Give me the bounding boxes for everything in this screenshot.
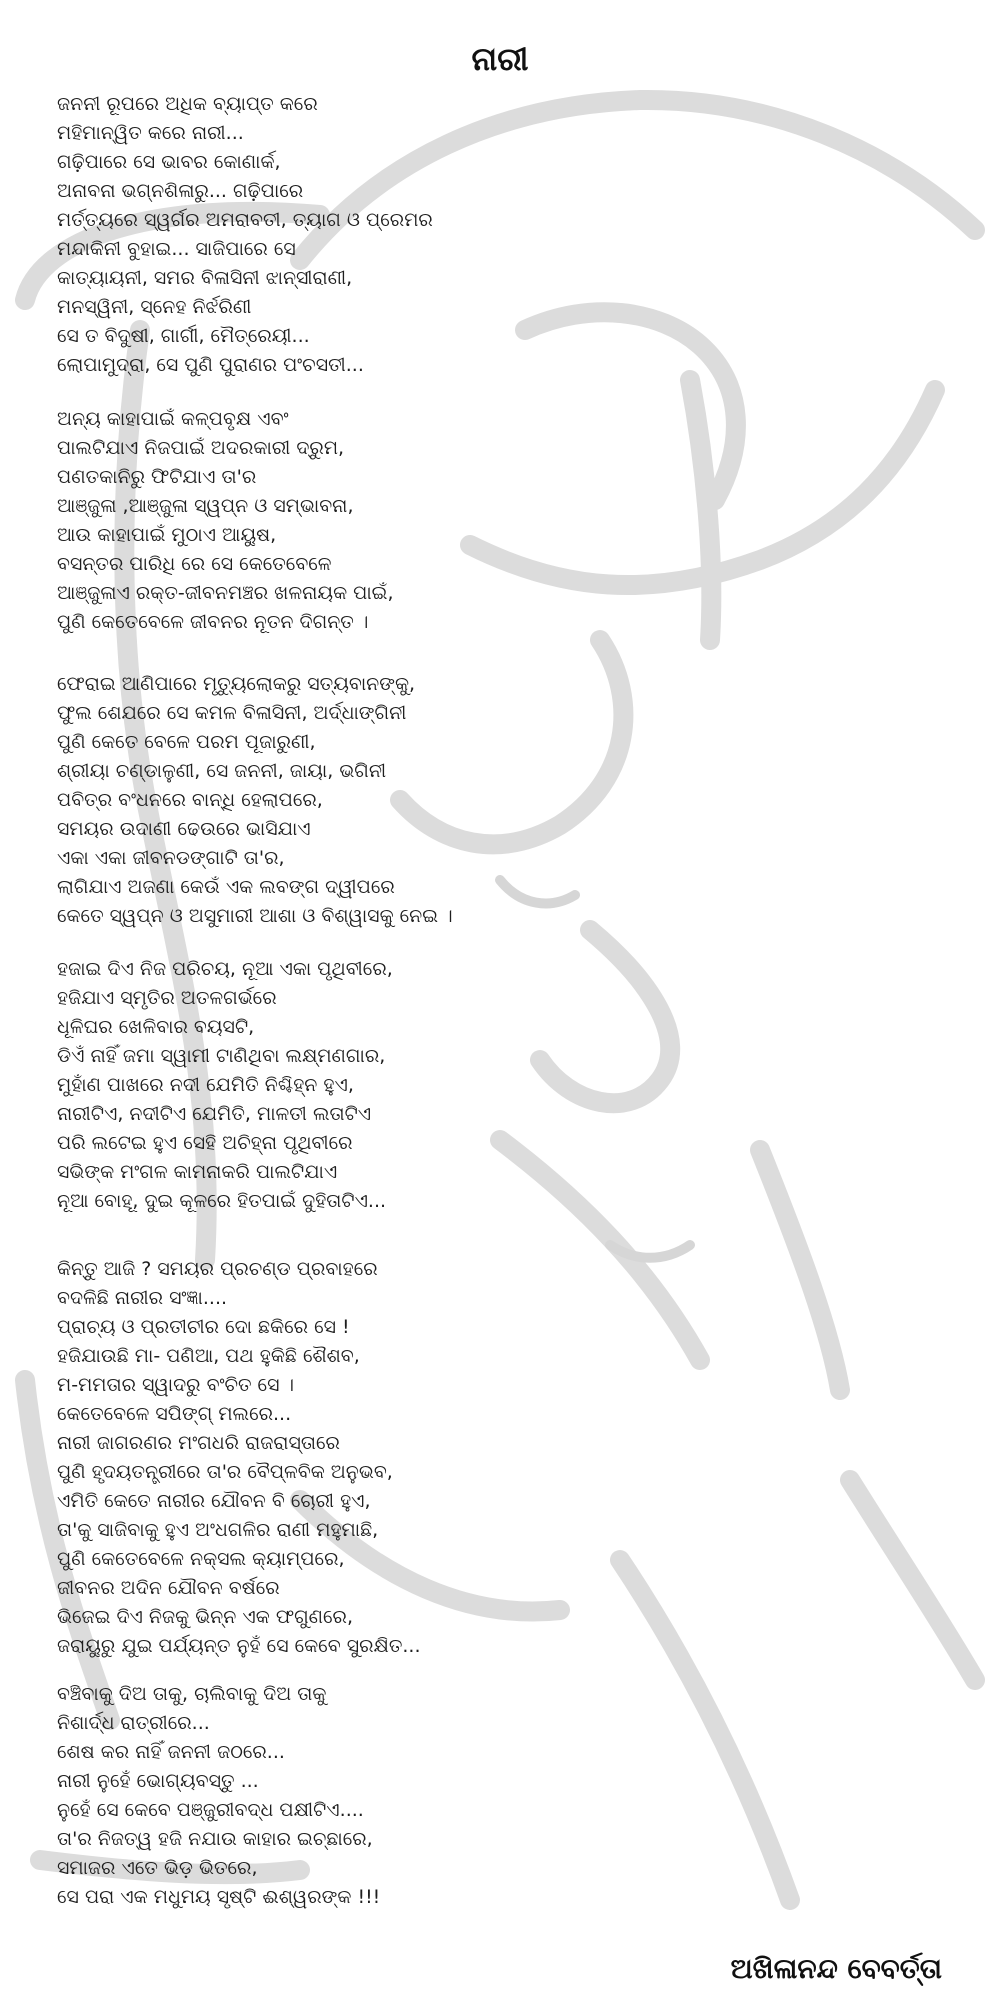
stanza-2 — [57, 405, 957, 637]
poem-line: ଜୀବନର ଅଦିନ ଯୌବନ ବର୍ଷରେ — [57, 1577, 280, 1599]
poem-line: ମନସ୍ୱିନୀ, ସ୍ନେହ ନିର୍ଝରିଣୀ — [57, 296, 252, 318]
poem-line: ଅନାବନା ଭଗ୍ନଶିଳାରୁ... ଗଢ଼ିପାରେ — [57, 180, 304, 202]
poem-line: ଶେଷ କର ନାହିଁ ଜନନୀ ଜଠରେ... — [57, 1741, 285, 1763]
poem-line: ବଦଳିଛି ନାରୀର ସଂଜ୍ଞା.... — [57, 1287, 228, 1309]
poem-line: ନାରୀ ନୁହେଁ ଭୋଗ୍ୟବସ୍ତୁ ... — [57, 1770, 259, 1792]
poem-line: ହଜିଯାଉଛି ମା- ପଣିଆ, ପଥ ହୁକିଛି ଶୈଶବ, — [57, 1345, 360, 1367]
stanza-5 — [57, 1255, 957, 1661]
poem-title: ନାରୀ — [471, 40, 529, 78]
poem-line: କିନ୍ତୁ ଆଜି ? ସମୟର ପ୍ରଚଣ୍ଡ ପ୍ରବାହରେ — [57, 1258, 378, 1280]
poem-line: ଲାଗିଯାଏ ଅଜଣା କେଉଁ ଏକ ଲବଙ୍ଗ ଦ୍ୱୀପରେ — [57, 876, 395, 898]
poem-line: ମର୍ତ୍ତ୍ୟରେ ସ୍ୱର୍ଗର ଅମରାବତୀ, ତ୍ୟାଗ ଓ ପ୍ରେମର — [57, 209, 433, 231]
poem-line: ପୁଣି କେତେବେଳେ ଜୀବନର ନୂତନ ଦିଗନ୍ତ । — [57, 611, 369, 633]
poem-line: କେତେ ସ୍ୱପ୍ନ ଓ ଅସୁମାରୀ ଆଶା ଓ ବିଶ୍ୱାସକୁ ନେଇ । — [57, 905, 453, 927]
poem-line: ହଜାଇ ଦିଏ ନିଜ ପରିଚୟ, ନୂଆ ଏକା ପୃଥିବୀରେ, — [57, 958, 393, 980]
poem-line: ଜରାୟୁରୁ ଯୁଇ ପର୍ଯ୍ୟନ୍ତ ନୁହଁ ସେ କେବେ ସୁରକ୍ଷିତ... — [57, 1635, 421, 1657]
poem-line: ନାରୀ ଜାଗରଣର ମଂଗଧରି ରାଜରାସ୍ତାରେ — [57, 1432, 340, 1454]
poem-line: ପବିତ୍ର ବଂଧନରେ ବାନ୍ଧି ହେଲାପରେ, — [57, 789, 323, 811]
poem-line: ନୁହେଁ ସେ କେବେ ପଞ୍ଜୁରୀବଦ୍ଧ ପକ୍ଷୀଟିଏ.... — [57, 1799, 364, 1821]
poem-line: ଏକା ଏକା ଜୀବନଡଙ୍ଗାଟି ତା'ର, — [57, 847, 285, 869]
poem-line: ସେ ତ ବିଦୁଷୀ, ଗାର୍ଗୀ, ମୈତ୍ରେୟୀ... — [57, 325, 310, 347]
poem-line: ସଭିଙ୍କ ମଂଗଳ କାମନାକରି ପାଲଟିଯାଏ — [57, 1161, 338, 1183]
poem-line: ପ୍ରାଚ୍ୟ ଓ ପ୍ରତୀଚୀର ଦୋ ଛକିରେ ସେ ! — [57, 1316, 350, 1338]
poem-line: ଧୂଳିଘର ଖେଳିବାର ବୟସଟି, — [57, 1016, 255, 1038]
author-name: ଅଖିଳାନନ୍ଦ ବେବର୍ତ୍ତା — [730, 1952, 942, 1985]
poem-line: ହଜିଯାଏ ସ୍ମୃତିର ଅତଳଗର୍ଭରେ — [57, 987, 277, 1009]
poem-line: ଜନନୀ ରୂପରେ ଅଧିକ ବ୍ୟାପ୍ତ କରେ — [57, 93, 318, 115]
poem-line: ମ-ମମତାର ସ୍ୱାଦରୁ ବଂଚିତ ସେ । — [57, 1374, 295, 1396]
poem-line: କେତେବେଳେ ସପିଙ୍ଗ୍ ମଲରେ... — [57, 1403, 292, 1425]
poem-line: ନାରୀଟିଏ, ନଦୀଟିଏ ଯେମିତି, ମାଳତୀ ଲତାଟିଏ — [57, 1103, 372, 1125]
poem-line: ତା'କୁ ସାଜିବାକୁ ହୁଏ ଅଂଧଗଳିର ରାଣୀ ମହୁମାଛି, — [57, 1519, 379, 1541]
poem-line: ଲୋପାମୁଦ୍ରା, ସେ ପୁଣି ପୁରାଣର ପଂଚସତୀ... — [57, 354, 364, 376]
poem-line: ନୂଆ ବୋହୂ, ଦୁଇ କୂଳରେ ହିତପାଇଁ ଦୁହିତାଟିଏ... — [57, 1190, 387, 1212]
poem-line: ବଞ୍ଚିବାକୁ ଦିଅ ତାକୁ, ଚାଲିବାକୁ ଦିଅ ତାକୁ — [57, 1683, 327, 1705]
poem-line: ଏମିତି କେତେ ନାରୀର ଯୌବନ ବି ଚୋରୀ ହୁଏ, — [57, 1490, 371, 1512]
poem-line: ମନ୍ଦାକିନୀ ବୁହାଇ... ସାଜିପାରେ ସେ — [57, 238, 296, 260]
poem-line: ନିଶାର୍ଦ୍ଧ ରାତ୍ରୀରେ... — [57, 1712, 210, 1734]
stanza-4 — [57, 955, 957, 1216]
poem-line: ଫୁଲ ଶେଯରେ ସେ କମଳ ବିଳାସିନୀ, ଅର୍ଦ୍ଧାଙ୍ଗିନୀ — [57, 702, 407, 724]
poem-line: ପୁଣି କେତେ ବେଳେ ପରମ ପୂଜାରୁଣୀ, — [57, 731, 316, 753]
poem-line: ବସନ୍ତର ପାରିଧି ରେ ସେ କେତେବେଳେ — [57, 553, 332, 575]
poem-line: ସମାଜର ଏତେ ଭିଡ଼ ଭିତରେ, — [57, 1857, 258, 1879]
poem-line: ଗଢ଼ିପାରେ ସେ ଭାବର କୋଣାର୍କ, — [57, 151, 281, 173]
poem-line: ଭିଜେଇ ଦିଏ ନିଜକୁ ଭିନ୍ନ ଏକ ଫଗୁଣରେ, — [57, 1606, 353, 1628]
poem-line: ପୁଣି କେତେବେଳେ ନକ୍ସଲ କ୍ୟାମ୍ପରେ, — [57, 1548, 345, 1570]
poem-line: ମହିମାନ୍ୱିତ କରେ ନାରୀ... — [57, 122, 244, 144]
poem-line: ଆଞ୍ଜୁଳା ,ଆଞ୍ଜୁଳା ସ୍ୱପ୍ନ ଓ ସମ୍ଭାବନା, — [57, 495, 354, 517]
stanza-1 — [57, 90, 957, 380]
poem-line: ତା'ର ନିଜତ୍ୱ ହଜି ନଯାଉ କାହାର ଇଚ୍ଛାରେ, — [57, 1828, 373, 1850]
poem-line: ଶ୍ରୀୟା ଚଣ୍ଡାଳୁଣୀ, ସେ ଜନନୀ, ଜାୟା, ଭଗିନୀ — [57, 760, 387, 782]
poem-line: କାତ୍ୟାୟନୀ, ସମର ବିଳାସିନୀ ଝାନ୍ସୀରାଣୀ, — [57, 267, 353, 289]
poem-line: ପଣତକାନିରୁ ଫିଟିଯାଏ ତା'ର — [57, 466, 257, 488]
poem-line: ଡିଏଁ ନାହିଁ ଜମା ସ୍ୱାମୀ ଟାଣିଥିବା ଲକ୍ଷ୍ମଣଗାର, — [57, 1045, 386, 1067]
poem-line: ମୁହାଁଣ ପାଖରେ ନଦୀ ଯେମିତି ନିଶ୍ଚିହ୍ନ ହୁଏ, — [57, 1074, 354, 1096]
poem-line: ସମୟର ଉଦାଣୀ ଢେଉରେ ଭାସିଯାଏ — [57, 818, 311, 840]
stanza-6 — [57, 1680, 957, 1912]
poem-line: ସେ ପରା ଏକ ମଧୁମୟ ସୃଷ୍ଟି ଈଶ୍ୱରଙ୍କ !!! — [57, 1886, 381, 1908]
stanza-3 — [57, 670, 957, 931]
poem-line: ପାଲଟିଯାଏ ନିଜପାଇଁ ଅଦରକାରୀ ଦ୍ରୁମ, — [57, 437, 345, 459]
poem-line: ଆଞ୍ଜୁଳାଏ ରକ୍ତ-ଜୀବନମଞ୍ଚର ଖଳନାୟକ ପାଇଁ, — [57, 582, 394, 604]
poem-line: ପରି ଲଟେଇ ହୁଏ ସେହି ଅଚିହ୍ନା ପୃଥିବୀରେ — [57, 1132, 353, 1154]
poem-line: ଆଉ କାହାପାଇଁ ମୁଠାଏ ଆୟୁଷ, — [57, 524, 277, 546]
poem-line: ପୁଣି ହୃଦୟତନ୍ତ୍ରୀରେ ତା'ର ବୈପ୍ଳବିକ ଅନୁଭବ, — [57, 1461, 393, 1483]
poem-line: ଅନ୍ୟ କାହାପାଇଁ କଳ୍ପବୃକ୍ଷ ଏବଂ — [57, 408, 289, 430]
poem-line: ଫେରାଇ ଆଣିପାରେ ମୃତ୍ୟୁଲୋକରୁ ସତ୍ୟବାନଙ୍କୁ, — [57, 673, 416, 695]
